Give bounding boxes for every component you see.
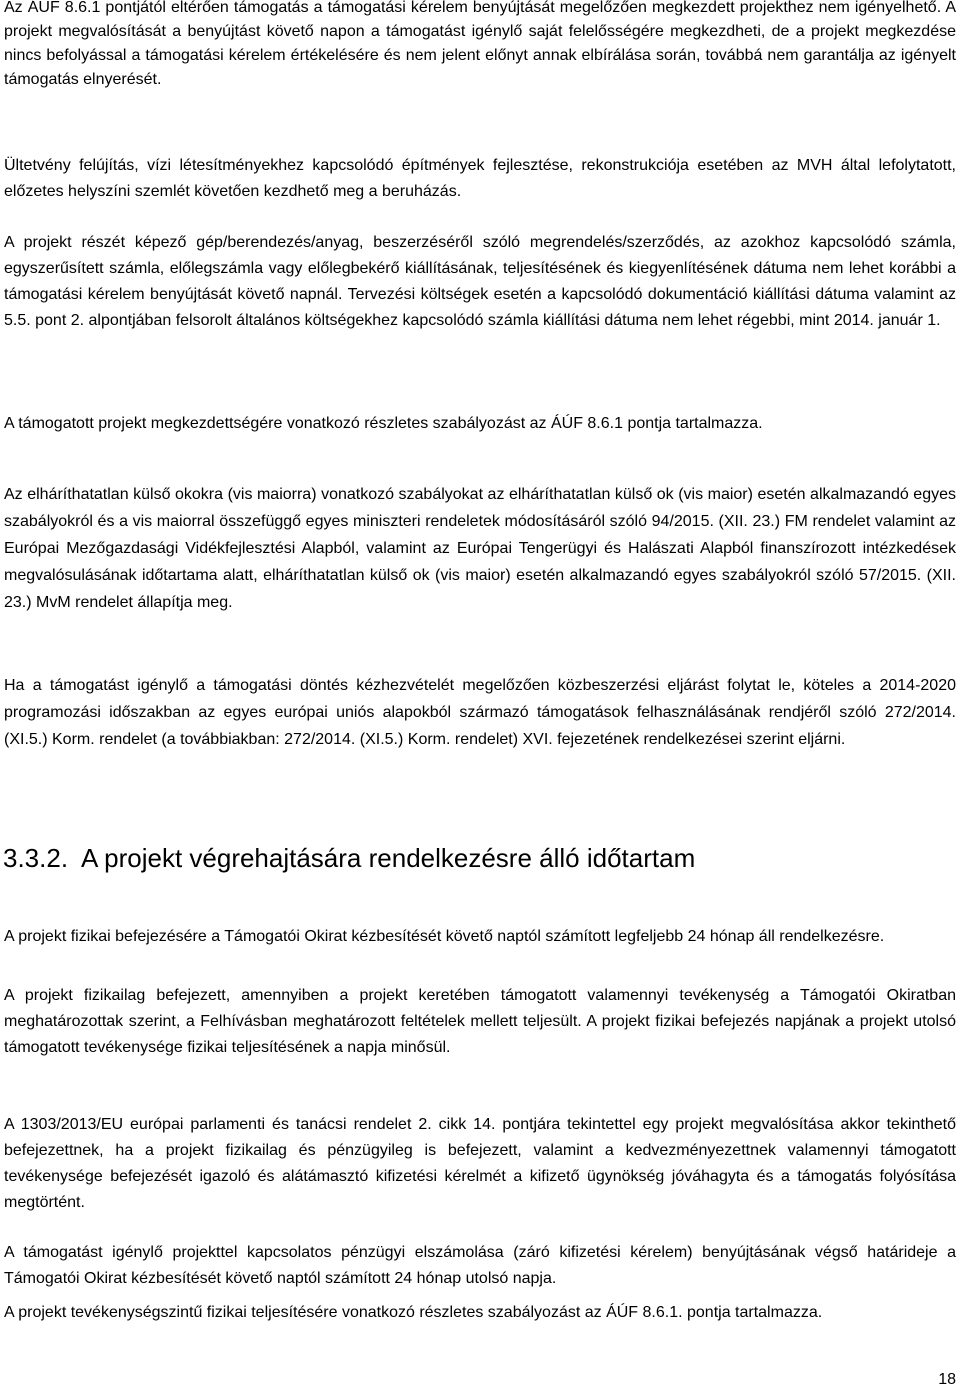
page-number: 18: [938, 1371, 956, 1388]
paragraph-commencement-rules: A támogatott projekt megkezdettségére vonatkozó részletes szabályozást az ÁÚF 8.6.1 pontja tartalmazza.: [4, 415, 763, 432]
paragraph-financial-settlement: A támogatást igénylő projekttel kapcsolatos pénzügyi elszámolása (záró kifizetési kérelem) benyújtásának végső határideje a Támogatói Okirat kézbesítését követő naptól számított 24 hónap utolsó napja.: [4, 1244, 956, 1287]
paragraph-plantation-renewal: Ültetvény felújítás, vízi létesítményekhez kapcsolódó építmények fejlesztése, rekonstrukciója esetében az MVH által lefolytatott, előzetes helyszíni szemlét követően kezdhető meg a beruházás.: [4, 157, 956, 200]
paragraph-public-procurement: Ha a támogatást igénylő a támogatási döntés kézhezvételét megelőzően közbeszerzési eljárást folytat le, köteles a 2014-2020 programozási időszakban az egyes európai uniós alapokból származó támogatások felhasználásának rendjéről szóló 272/2014. (XI.5.) Korm. rendelet (a továbbiakban: 272/2014. (XI.5.) Korm. rendelet) XVI. fejezetének rendelkezései szerint eljárni.: [4, 677, 956, 748]
paragraph-equipment-invoice: A projekt részét képező gép/berendezés/anyag, beszerzéséről szóló megrendelés/szerződés, az azokhoz kapcsolódó számla, egyszerűsített számla, előlegszámla vagy előlegbekérő kiállításának, teljesítésének és kiegyenlítésének dátuma nem lehet korábbi a támogatási kérelem benyújtását követő napnál. Tervezési költségek esetén a kapcsolódó dokumentáció kiállítási dátuma valamint az 5.5. pont 2. alpontjában felsorolt általános költségekhez kapcsolódó számla kiállítási dátuma nem lehet régebbi, mint 2014. január 1.: [4, 234, 956, 329]
paragraph-vis-maior: Az elháríthatatlan külső okokra (vis maiorra) vonatkozó szabályokat az elháríthatatlan külső ok (vis maior) esetén alkalmazandó egyes szabályokról és a vis maiorral összefüggő egyes miniszteri rendeletek módosításáról szóló 94/2015. (XII. 23.) FM rendelet valamint az Európai Mezőgazdasági Vidékfejlesztési Alapból, valamint az Európai Tengerügyi és Halászati Alapból finanszírozott intézkedések megvalósulásának időtartama alatt, elháríthatatlan külső ok (vis maior) esetén alkalmazandó egyes szabályokról szóló 57/2015. (XII. 23.) MvM rendelet állapítja meg.: [4, 486, 956, 611]
paragraph-activity-rules: A projekt tevékenységszintű fizikai teljesítésére vonatkozó részletes szabályozást az ÁÚF 8.6.1. pontja tartalmazza.: [4, 1304, 823, 1321]
paragraph-eu-regulation: A 1303/2013/EU európai parlamenti és tanácsi rendelet 2. cikk 14. pontjára tekintettel egy projekt megvalósítása akkor tekinthető befejezettnek, ha a projekt fizikailag és pénzügyileg is befejezett, valamint a kedvezményezettnek valamennyi támogatott tevékenysége befejezését igazoló és alátámasztó kifizetési kérelmét a kifizető ügynökség jóváhagyta és a támogatás folyósítása megtörtént.: [4, 1116, 956, 1211]
section-heading: [3, 838, 953, 878]
paragraph-project-start: Az ÁÚF 8.6.1 pontjától eltérően támogatás a támogatási kérelem benyújtását megelőzően megkezdett projekthez nem igényelhető. A projekt megvalósítását a benyújtást követő napon a támogatást igénylő saját felelősségére megkezdheti, de a projekt megkezdése nincs befolyással a támogatási kérelem értékelésére és nem jelent előnyt annak elbírálása során, továbbá nem garantálja az igényelt támogatás elnyerését.: [4, 0, 956, 88]
paragraph-physical-completion-deadline: A projekt fizikai befejezésére a Támogatói Okirat kézbesítését követő naptól számított legfeljebb 24 hónap áll rendelkezésre.: [4, 928, 885, 945]
section-title: A projekt végrehajtására rendelkezésre álló időtartam: [81, 843, 696, 873]
section-number: 3.3.2.: [3, 843, 69, 873]
paragraph-physical-completion-definition: A projekt fizikailag befejezett, amennyiben a projekt keretében támogatott valamennyi tevékenység a Támogatói Okiratban meghatározottak szerint, a Felhívásban meghatározott feltételek mellett teljesült. A projekt fizikai befejezés napjának a projekt utolsó támogatott tevékenysége fizikai teljesítésének a napja minősül.: [4, 987, 956, 1056]
